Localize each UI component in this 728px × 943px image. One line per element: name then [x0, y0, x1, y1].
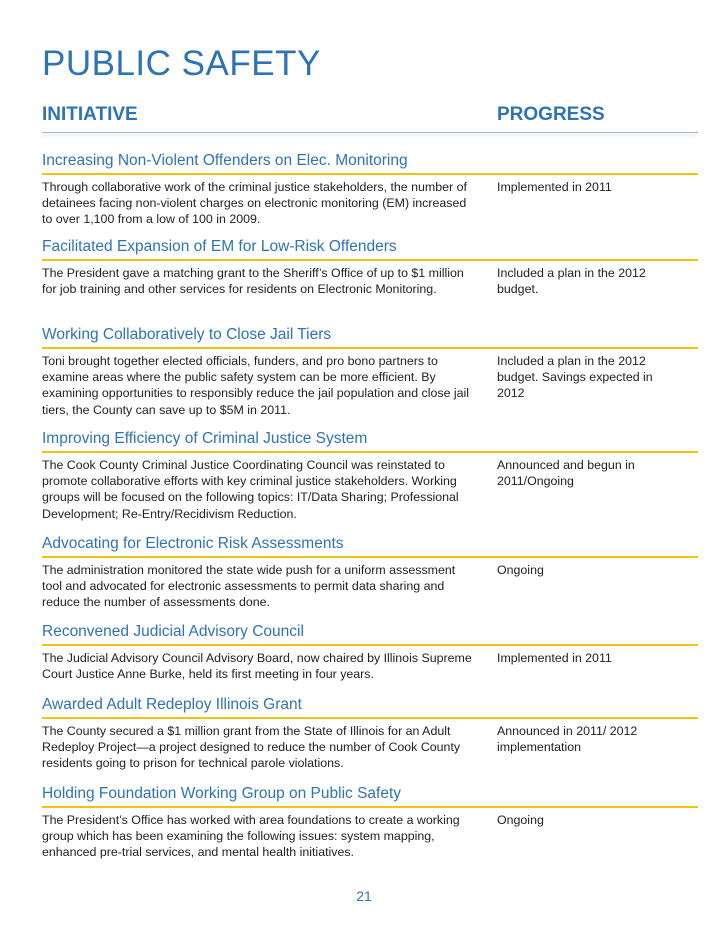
- item-divider: [42, 451, 698, 453]
- initiative-progress: Included a plan in the 2012 budget. Savings expected in 2012: [497, 354, 653, 401]
- initiative-title: Facilitated Expansion of EM for Low-Risk Offenders: [42, 238, 397, 255]
- initiative-title: Holding Foundation Working Group on Public Safety: [42, 785, 402, 802]
- initiative-item: [42, 151, 698, 237]
- item-divider: [42, 644, 698, 646]
- initiative-progress: Ongoing: [497, 563, 544, 577]
- item-divider: [42, 717, 698, 719]
- initiative-description: Toni brought together elected officials, funders, and pro bono partners to examine areas where the public safety system can be more efficient. By examining opportunities to responsibly reduce the jail population and close jail tiers, the County can save up to $5M in 2011.: [42, 354, 470, 417]
- item-divider: [42, 173, 698, 175]
- page-title: PUBLIC SAFETY: [42, 44, 321, 83]
- item-divider: [42, 806, 698, 808]
- initiative-item: [42, 622, 698, 695]
- header-divider: [42, 132, 698, 133]
- initiative-description: The administration monitored the state wide push for a uniform assessment tool and advocated for electronic assessments to permit data sharing and reduce the number of assessments done.: [42, 563, 456, 610]
- initiative-progress: Implemented in 2011: [497, 180, 612, 194]
- initiative-title: Reconvened Judicial Advisory Council: [42, 623, 304, 640]
- initiative-description: The County secured a $1 million grant from the State of Illinois for an Adult Redeploy Project—a project designed to reduce the number of Cook County residents going to prison for technical parole violations.: [42, 724, 461, 771]
- initiative-column-header: INITIATIVE: [42, 104, 138, 125]
- item-divider: [42, 347, 698, 349]
- initiative-progress: Included a plan in the 2012 budget.: [497, 266, 646, 297]
- initiative-title: Improving Efficiency of Criminal Justice System: [42, 430, 368, 447]
- initiative-description: The President gave a matching grant to the Sheriff’s Office of up to $1 million for job training and other services for residents on Electronic Monitoring.: [42, 266, 464, 297]
- initiative-description: The Judicial Advisory Council Advisory Board, now chaired by Illinois Supreme Court Justice Anne Burke, held its first meeting in four years.: [42, 651, 472, 682]
- initiative-title: Working Collaboratively to Close Jail Tiers: [42, 326, 332, 343]
- initiative-item: [42, 784, 698, 872]
- progress-column-header: PROGRESS: [497, 104, 605, 125]
- initiative-progress: Implemented in 2011: [497, 651, 612, 665]
- initiative-list: [42, 151, 698, 872]
- initiative-item: [42, 325, 698, 429]
- initiative-title: Increasing Non-Violent Offenders on Elec. Monitoring: [42, 152, 408, 169]
- initiative-progress: Ongoing: [497, 813, 544, 827]
- initiative-description: The Cook County Criminal Justice Coordinating Council was reinstated to promote collaborative efforts with key criminal justice stakeholders. Working groups will be focused on the following topics: IT/Data Sharing; Professional Development; Re-Entry/Recidivism Reduction.: [42, 458, 459, 521]
- initiative-item: [42, 695, 698, 784]
- initiative-title: Advocating for Electronic Risk Assessments: [42, 535, 344, 552]
- initiative-progress: Announced and begun in 2011/Ongoing: [497, 458, 635, 489]
- item-divider: [42, 259, 698, 261]
- initiative-title: Awarded Adult Redeploy Illinois Grant: [42, 696, 302, 713]
- initiative-description: The President’s Office has worked with area foundations to create a working group which has been examining the following issues: system mapping, enhanced pre-trial services, and mental health initiatives.: [42, 813, 460, 860]
- initiative-item: [42, 429, 698, 534]
- page-number: 21: [356, 888, 372, 904]
- initiative-progress: Announced in 2011/ 2012 implementation: [497, 724, 638, 755]
- initiative-item: [42, 534, 698, 622]
- initiative-description: Through collaborative work of the criminal justice stakeholders, the number of detainees facing non-violent charges on electronic monitoring (EM) increased to over 1,100 from a low of 100 in 2009.: [42, 180, 467, 227]
- item-divider: [42, 556, 698, 558]
- initiative-item: [42, 237, 698, 325]
